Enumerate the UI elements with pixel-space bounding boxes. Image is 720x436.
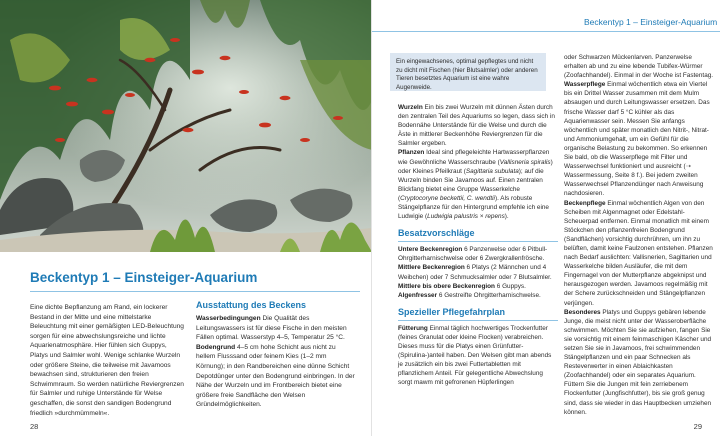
right-column-1 xyxy=(398,103,558,387)
detail-item xyxy=(398,148,558,221)
detail-text: Ein bis zwei Wurzeln mit dünnen Ästen durch den zentralen Teil des Aquariums so legen, dass sich in Bodennähe Unterstände für die Welse und durch die Äste in mittlerer Beckenhöhe Reviergrenzen für die Salmler ergeben. xyxy=(398,104,555,148)
stocking-text: 6 Platys (2 Männchen und 4 Weibchen) oder 7 Schmucksalmler oder 7 Blutsalmler. xyxy=(398,264,552,281)
equipment-column xyxy=(196,300,356,410)
stocking-item xyxy=(398,245,558,263)
right-page xyxy=(372,0,720,436)
stocking-rule xyxy=(398,241,558,242)
stocking-item xyxy=(398,263,558,281)
intro-column xyxy=(30,303,184,418)
care-term: Besonderes xyxy=(564,308,601,316)
page-number-right: 29 xyxy=(693,422,702,431)
care-term: Fütterung xyxy=(398,324,428,332)
care-item xyxy=(398,324,558,388)
detail-text: ). Als robuste Stängelpflanze für den Hintergrund empfehle ich eine Ludwigie ( xyxy=(398,194,549,221)
stocking-text: 6 Guppys. xyxy=(496,282,526,290)
caption-text: Ein eingewachsenes, optimal gepflegtes und nicht zu dicht mit Fischen (hier Blutsalmler) oder anderen Tieren besetztes Aquarium ist eine wahre Augenweide. xyxy=(396,58,538,91)
care-item xyxy=(564,80,714,198)
care-item xyxy=(564,308,714,417)
detail-term: Pflanzen xyxy=(398,149,425,157)
care-term: Wasserpflege xyxy=(564,81,606,89)
equipment-item xyxy=(196,314,356,343)
detail-text: ); auf die Wurzeln binden Sie Javamoos auf. Einen zentralen Blickfang bietet eine Gruppe Wasserkelche ( xyxy=(398,167,544,202)
stocking-item xyxy=(398,282,558,291)
care-text: Einmal täglich hochwertiges Trockenfutter (feines Granulat oder kleine Flocken) verabreichen. Dieses muss für die Platys einen Grünfutter-(Spirulina-)anteil haben. Den Welsen gibt man abends je zusätzlich ein bis zwei Futtertabletten mit pflanzlichem Anteil. Für gelegentliche Abwechslung sorgt mawm mit gefrorenen Hüpferlingen xyxy=(398,324,552,387)
detail-text-italic: Vallisneria spiralis xyxy=(499,158,551,166)
detail-term: Wurzeln xyxy=(398,104,423,111)
stocking-term: Algenfresser xyxy=(398,291,438,299)
caption-box xyxy=(390,53,546,91)
stocking-text: 6 Panzerwelse oder 6 Pitbull-Ohrgitterharnischwelse oder 6 Zwergkrallenfrösche. xyxy=(398,246,548,263)
section-divider xyxy=(30,291,360,292)
page-number-left: 28 xyxy=(30,422,39,431)
equipment-item xyxy=(196,343,356,410)
stocking-term: Untere Beckenregion xyxy=(398,246,463,254)
equipment-heading: Ausstattung des Beckens xyxy=(196,300,307,310)
detail-text: ) oder Kleines Pfeilkraut ( xyxy=(398,158,553,175)
intro-paragraph: Eine dichte Bepflanzung am Rand, ein lockerer Bestand in der Mitte und eine mittelstarke Beleuchtung mit einer gemäßigten LED-Beleuchtung sorgen für eine abwechslungsreiche und lichte Aquarienatmosphäre. Hier fühlen sich Guppys, Platys und Salmler wohl. Wenige schlanke Wurzeln oder größere Steine, die teilweise mit Javamoos bewachsen sind, strukturieren den freien Schwimmraum. So werden natürliche Reviergrenzen für Salmler und ruhige Unterstände für Welse geschaffen, die sonst den sandigen Bodengrund friedlich »durchmümmeln«. xyxy=(30,304,184,417)
stocking-text: 6 Gestreifte Ohrgitterharnischwelse. xyxy=(438,291,541,299)
stocking-term: Mittlere Beckenregion xyxy=(398,264,465,272)
detail-text-italic: Cryptocoryne beckettii, C. wendtii xyxy=(400,194,495,202)
care-rule xyxy=(398,320,558,321)
equipment-text: Die Qualität des Leitungswassers ist für diese Fische in den meisten Fällen optimal. Wasserstyp 4–5, Temperatur 25 °C. xyxy=(196,315,347,342)
equipment-term: Wasserbedingungen xyxy=(196,315,261,322)
detail-text: ). xyxy=(504,213,509,221)
stocking-heading: Besatzvorschläge xyxy=(398,228,475,239)
right-column-2 xyxy=(564,53,714,417)
stocking-term: Mittlere bis obere Beckenregion xyxy=(398,282,495,290)
stocking-item xyxy=(398,291,558,300)
equipment-term: Bodengrund xyxy=(196,343,236,351)
running-head-rule xyxy=(372,31,720,32)
care-text: Einmal wöchentlich etwa ein Viertel bis ein Drittel Wasser zusammen mit dem Mulm absaugen und durch Leitungswasser ersetzen. Das frische Wasser darf 5 °C kühler als das Aquarienwasser sein. Messen Sie anfangs wöchentlich und später monatlich den Nitrit-, Nitrat- und Ammoniumgehalt, um ein Gefühl für die organische Belastung zu bekommen. So erkennen Sie bald, ob die Wasserpflege mit Filter und Wasserwechsel funktioniert und ausreicht (➝ Wassermessung, Seite 8 f.). Bei jedem zweiten Wasserwechsel Pflanzendünger nach Anweisung nachdosieren. xyxy=(564,81,710,198)
detail-item xyxy=(398,103,558,148)
section-title: Beckentyp 1 – Einsteiger-Aquarium xyxy=(30,270,258,285)
care-text: Einmal wöchentlich Algen von den Scheiben mit Algenmagnet oder Edelstahl-Scheuerpad entfernen. Einmal monatlich mit einem Stöckchen den pflanzenfreien Bodengrund (Sandflächen) vorsichtig durchrühren, um ihn zu belüften, damit keine Faulzonen entstehen. Pflanzen nach Bedarf auslichten: Vallisnerien, Sagittarien und Wasserkelche bilden Ausläufer, die mit dem Fingernagel von der Mutterpflanze abgeknipst und herausgezogen werden. Javamoos regelmäßig mit der Schere zurückschneiden und Stängelpflanzen verjüngen. xyxy=(564,199,713,307)
care-text: Platys und Guppys gebären lebende Junge, die meist nicht unter der Wasseroberfläche schwimmen. Möchten Sie sie aufziehen, fangen Sie sie vorsichtig mit einem feinmaschigen Käscher und setzen Sie sie in Javamoos, frei schwimmenden Stängelpflanzen und ein paar Schnecken als Resteverwerter in einen Ablaichkasten (Zoofachhandel) oder ein separates Aquarium. Füttern Sie die Jungen mit fein zerriebenem Flockenfutter (Jungfischfutter), bis sie groß genug sind, dass sie wieder in das Hauptbecken umziehen können. xyxy=(564,308,712,416)
care-continued: oder Schwarzen Mückenlarven. Panzerwelse erhalten ab und zu eine lebende Tubifex-Würmer (Zoofachhandel). Einmal in der Woche ist Fastentag. xyxy=(564,54,714,80)
detail-text-italic: Sagittaria subulata xyxy=(465,167,519,175)
care-item xyxy=(564,199,714,308)
care-heading: Spezieller Pflegefahrplan xyxy=(398,306,506,317)
detail-text: Ideal sind pflegeleichte Hartwasserpflanzen wie Gewöhnliche Wasserschraube ( xyxy=(398,149,550,166)
aquarium-photo xyxy=(0,0,372,252)
running-head: Beckentyp 1 – Einsteiger-Aquarium xyxy=(584,17,718,27)
detail-text-italic: Ludwigia palustris × repens xyxy=(427,213,505,221)
equipment-text: 4–5 cm hohe Schicht aus nicht zu hellem Flusssand oder feinem Kies (1–2 mm Körnung); in den Randbereichen eine dünne Schicht Depotdünger unter den Bodengrund einbringen. In der Nähe der Wurzeln und im Frontbereich bietet eine größere freie Sandfläche den Welsen Gründelmöglichkeiten. xyxy=(196,343,355,409)
care-term: Beckenpflege xyxy=(564,199,606,207)
